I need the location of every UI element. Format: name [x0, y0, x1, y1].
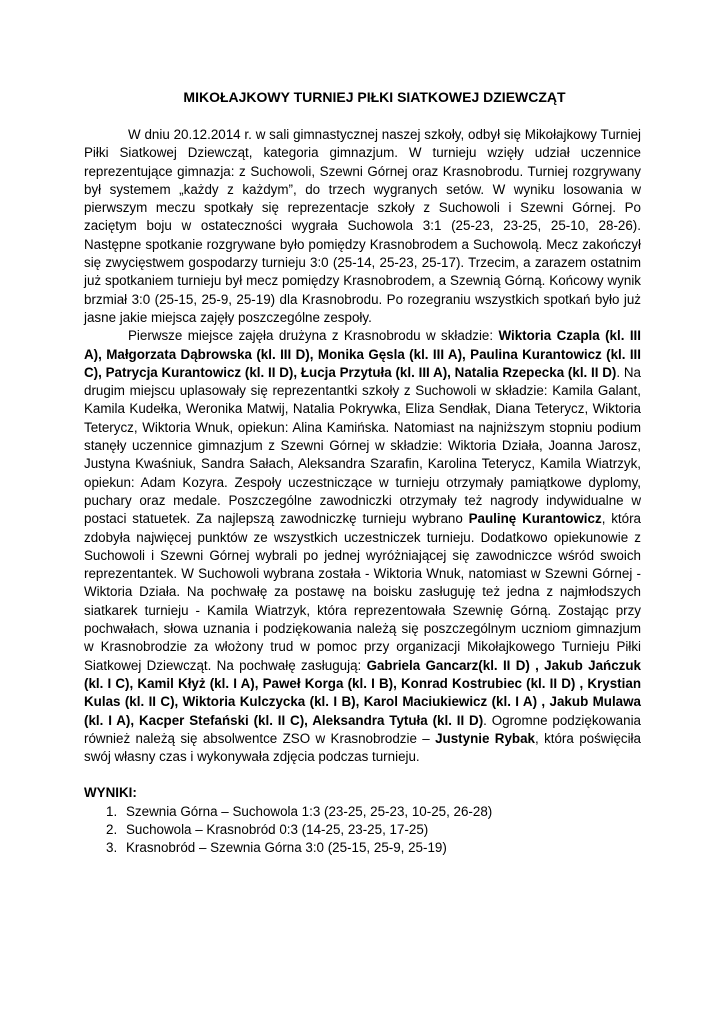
result-number: 1. [106, 803, 118, 819]
result-item [84, 821, 641, 839]
result-number: 3. [106, 840, 118, 856]
result-number: 2. [106, 821, 118, 837]
text-segment: , która zdobyła najwięcej punktów ze wszystkich uczestniczek turnieju. Dodatkowo opiekunowie z Suchowoli i Szewni Górnej wybrali po jednej wyróżniającej się zawodniczce wśród swoich reprezentantek. W Suchowoli wybrana została - Wiktoria Wnuk, natomiast w Szewni Górnej - Wiktoria Działa. Na pochwałę za postawę na boisku zasługuję też jedna z najmłodszych siatkarek turnieju - Kamila Wiatrzyk, która reprezentowała Szewnię Górną. Zostając przy pochwałach, słowa uznania i podziękowania należą się poszczególnym uczniom gimnazjum w Krasnobrodzie za włożony trud w pomoc przy organizacji Mikołajkowego Turnieju Piłki Siatkowej Dziewcząt. Na pochwałę zasługują: [84, 511, 641, 673]
bold-text-segment: Justynie Rybak [435, 730, 535, 746]
text-segment: , która poświęciła swój własny czas i wykonywała zdjęcia podczas turnieju. [84, 730, 641, 765]
text-segment: . Ogromne podziękowania również należą się absolwentce ZSO w Krasnobrodzie – [84, 712, 641, 746]
text-segment: Pierwsze miejsce zajęła drużyna z Krasnobrodu w składzie: [128, 328, 499, 344]
result-item [84, 839, 641, 857]
bold-text-segment: Wiktoria Czapla (kl. III A), Małgorzata Dąbrowska (kl. III D), Monika Gęsla (kl. III A), Paulina Kurantowicz (kl. III C), Patrycja Kurantowicz (kl. II D), Łucja Przytuła (kl. III A), Natalia Rzepecka (kl. II D) [84, 328, 641, 380]
article-paragraph [84, 327, 641, 766]
result-text: Szewnia Górna – Suchowola 1:3 (23-25, 25-23, 10-25, 26-28) [126, 803, 493, 819]
result-text: Krasnobród – Szewnia Górna 3:0 (25-15, 25-9, 25-19) [126, 840, 447, 856]
bold-text-segment: Paulinę Kurantowicz [468, 511, 602, 527]
bold-text-segment: Gabriela Gancarz(kl. II D) , Jakub Jańczuk (kl. I C), Kamil Kłyż (kl. I A), Paweł Korga (kl. I B), Konrad Kostrubiec (kl. II D) , Krystian Kulas (kl. II C), Wiktoria Kulczycka (kl. I B), Karol Maciukiewicz (kl. I A) , Jakub Mulawa (kl. I A), Kacper Stefański (kl. II C), Aleksandra Tytuła (kl. II D) [84, 657, 642, 728]
article-paragraph [84, 126, 641, 327]
document-page [84, 88, 641, 858]
article-body [84, 126, 641, 766]
result-item [84, 803, 641, 821]
results-heading: WYNIKI: [84, 785, 137, 801]
text-segment: . Na drugim miejscu uplasowały się reprezentantki szkoły z Suchowoli w składzie: Kamila Galant, Kamila Kudełka, Weronika Matwij, Natalia Pokrywka, Eliza Sendłak, Diana Teterycz, Wiktoria Teterycz, Wiktoria Wnuk, opiekun: Alina Kamińska. Natomiast na najniższym stopniu podium stanęły uczennice gimnazjum z Szewni Górnej w składzie: Wiktoria Działa, Joanna Jarosz, Justyna Kwaśniuk, Sandra Sałach, Aleksandra Szarafin, Karolina Teterycz, Kamila Wiatrzyk, opiekun: Adam Kozyra. Zespoły uczestniczące w turnieju otrzymały pamiątkowe dyplomy, puchary oraz medale. Poszczególne zawodniczki otrzymały też nagrody indywidualne w postaci statuetek. Za najlepszą zawodniczkę turnieju wybrano [84, 364, 642, 527]
result-text: Suchowola – Krasnobród 0:3 (14-25, 23-25, 17-25) [126, 821, 429, 837]
document-title: MIKOŁAJKOWY TURNIEJ PIŁKI SIATKOWEJ DZIEWCZĄT [183, 89, 566, 105]
results-list [84, 803, 641, 858]
text-segment: W dniu 20.12.2014 r. w sali gimnastycznej naszej szkoły, odbył się Mikołajkowy Turniej Piłki Siatkowej Dziewcząt, kategoria gimnazjum. W turnieju wzięły udział uczennice reprezentujące gimnazja: z Suchowoli, Szewni Górnej oraz Krasnobrodu. Turniej rozgrywany był systemem „każdy z każdym”, do trzech wygranych setów. W wyniku losowania w pierwszym meczu spotkały się reprezentacje szkoły z Suchowoli i Szewni Górnej. Po zaciętym boju w ostateczności wygrała Suchowola 3:1 (25-23, 23-25, 25-10, 28-26). Następne spotkanie rozgrywane było pomiędzy Krasnobrodem a Suchowolą. Mecz zakończył się zwycięstwem gospodarzy turnieju 3:0 (25-14, 25-23, 25-17). Trzecim, a zarazem ostatnim już spotkaniem turnieju był mecz pomiędzy Krasnobrodem, a Szewnią Górną. Końcowy wynik brzmiał 3:0 (25-15, 25-9, 25-19) dla Krasnobrodu. Po rozegraniu wszystkich spotkań było już jasne jakie miejsca zajęły poszczególne zespoły. [84, 127, 641, 325]
